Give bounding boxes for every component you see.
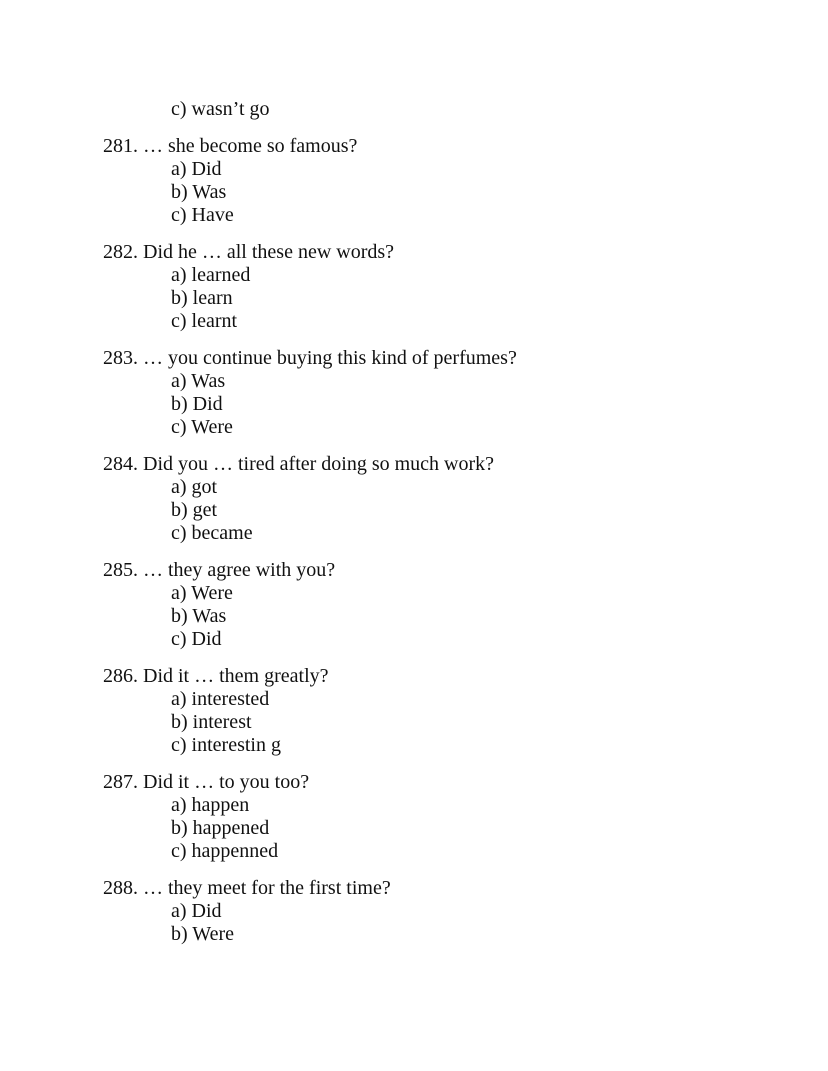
document-page — [103, 98, 517, 946]
question-item — [103, 559, 517, 651]
answer-option: a) Were — [171, 582, 233, 604]
answer-option: a) interested — [171, 688, 270, 710]
question-item — [103, 877, 517, 946]
answer-option: b) Was — [171, 181, 227, 203]
question-stem: 283. … you continue buying this kind of perfumes? — [103, 347, 517, 369]
question-stem: 285. … they agree with you? — [103, 559, 336, 581]
question-stem: 281. … she become so famous? — [103, 135, 358, 157]
answer-option: b) interest — [171, 711, 252, 733]
answer-option: c) happenned — [171, 840, 279, 862]
answer-option: c) Did — [171, 628, 222, 650]
answer-option: b) Were — [171, 923, 234, 945]
answer-option: a) happen — [171, 794, 250, 816]
answer-option: b) learn — [171, 287, 233, 309]
answer-option: c) Were — [171, 416, 233, 438]
question-stem: 286. Did it … them greatly? — [103, 665, 329, 687]
answer-option: b) Did — [171, 393, 223, 415]
question-item — [103, 347, 517, 439]
question-stem: 282. Did he … all these new words? — [103, 241, 395, 263]
question-item — [103, 771, 517, 863]
answer-option: c) became — [171, 522, 253, 544]
question-stem: 287. Did it … to you too? — [103, 771, 310, 793]
answer-option: c) Have — [171, 204, 234, 226]
answer-option: c) interestin g — [171, 734, 281, 756]
answer-option: c) learnt — [171, 310, 238, 332]
question-item — [103, 135, 517, 227]
carryover-option: c) wasn’t go — [171, 98, 270, 120]
answer-option: a) learned — [171, 264, 251, 286]
question-item — [103, 241, 517, 333]
answer-option: b) get — [171, 499, 218, 521]
answer-option: a) Did — [171, 158, 222, 180]
question-stem: 288. … they meet for the first time? — [103, 877, 391, 899]
answer-option: b) happened — [171, 817, 270, 839]
answer-option: a) got — [171, 476, 218, 498]
question-stem: 284. Did you … tired after doing so much work? — [103, 453, 495, 475]
question-list — [103, 135, 517, 946]
question-item — [103, 453, 517, 545]
question-item — [103, 665, 517, 757]
answer-option: a) Was — [171, 370, 226, 392]
answer-option: a) Did — [171, 900, 222, 922]
answer-option: b) Was — [171, 605, 227, 627]
